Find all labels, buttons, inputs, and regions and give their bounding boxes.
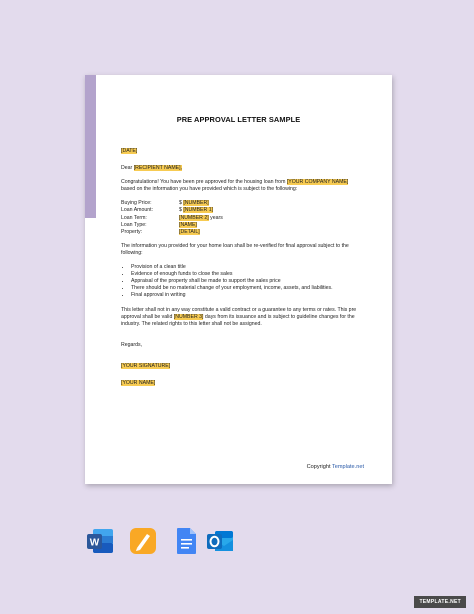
term-value: [DETAIL]: [179, 228, 200, 235]
copyright-footer: Copyright Template.net: [306, 464, 364, 470]
list-item: • Final approval in writing: [131, 292, 371, 299]
outlook-icon[interactable]: [205, 526, 235, 556]
term-value: [NAME]: [179, 221, 197, 228]
sender-name-placeholder: [YOUR NAME]: [121, 379, 156, 386]
word-icon[interactable]: [85, 526, 115, 556]
term-label: Loan Amount:: [121, 207, 154, 214]
brand-link[interactable]: Template.net: [330, 464, 364, 470]
conditions-list: [121, 264, 371, 299]
reverify-paragraph: The information you provided for your home loan shall be re-verified for final approval subject to the following:: [121, 242, 349, 256]
date-placeholder: [DATE]: [121, 148, 138, 154]
pages-icon[interactable]: [128, 526, 158, 556]
disclaimer-paragraph: This letter shall not in any way constitute a valid contract or a guarantee to any terms or rates. This pre approval shall be valid [NUMBER 3] days from its issuance and is subject to guideline changes for the industry. The related rights to this letter shall not be assigned.: [121, 306, 357, 327]
signature-placeholder: [YOUR SIGNATURE]: [121, 362, 171, 369]
company-placeholder: [YOUR COMPANY NAME]: [286, 179, 349, 186]
list-item: • There should be no material change of your employment, income, assets, and liabilities.: [131, 285, 371, 292]
list-item: • Appraisal of the property shall be made to support the sales price: [131, 278, 371, 285]
recipient-placeholder: [RECIPIENT NAME],: [133, 165, 183, 172]
salutation: Dear [RECIPIENT NAME],: [121, 165, 183, 172]
closing: Regards,: [121, 341, 143, 348]
accent-bar: [85, 75, 96, 218]
days-placeholder: [NUMBER 3]: [173, 313, 204, 320]
term-label: Property:: [121, 228, 143, 235]
intro-paragraph: Congratulations! You have been pre approved for the housing loan from [YOUR COMPANY NAME] based on the information you have provided which is subject to the following:: [121, 179, 349, 193]
watermark-badge: TEMPLATE.NET: [414, 596, 466, 608]
term-label: Loan Term:: [121, 214, 147, 221]
google-docs-icon[interactable]: [171, 526, 201, 556]
loan-terms: [121, 200, 371, 235]
list-item: • Evidence of enough funds to close the sales: [131, 271, 371, 278]
term-label: Loan Type:: [121, 221, 147, 228]
term-value: [NUMBER 2] years: [179, 214, 223, 221]
term-value: $ [NUMBER]: [179, 200, 209, 207]
letter-page: [85, 75, 392, 484]
list-item: • Provision of a clean title: [131, 264, 371, 271]
letter-body: [121, 148, 371, 387]
term-value: $ [NUMBER 1]: [179, 207, 214, 214]
document-title: PRE APPROVAL LETTER SAMPLE: [176, 115, 301, 124]
term-label: Buying Price:: [121, 200, 152, 207]
svg-text:W: W: [89, 537, 100, 549]
